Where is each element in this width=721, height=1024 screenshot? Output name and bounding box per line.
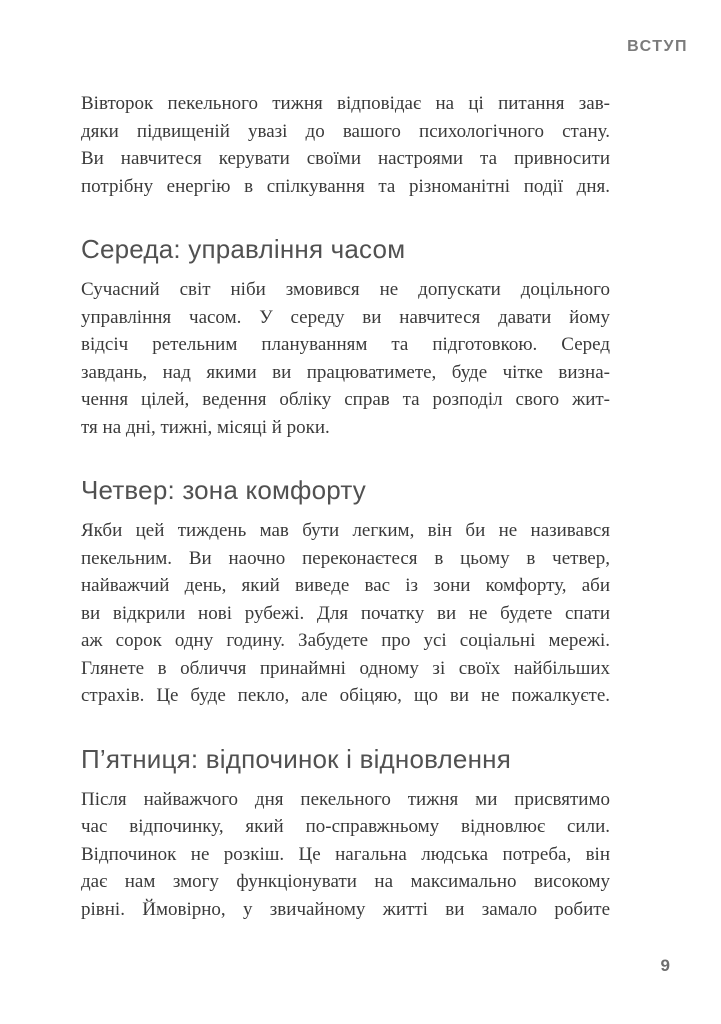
text-line: Відпочинок не розкіш. Це нагальна людська потреба, він [81, 843, 610, 865]
text-line: чення цілей, ведення обліку справ та розподіл свого жит- [81, 389, 610, 410]
text-line: аж сорок одну годину. Забудете про усі соціальні мережі. [81, 630, 610, 651]
paragraph [81, 786, 610, 924]
text-line: ви відкрили нові рубежі. Для початку ви не будете спати [81, 602, 610, 624]
section-heading: П’ятниця: відпочинок і відновлення [81, 743, 511, 774]
paragraph [81, 90, 610, 200]
text-line: рівні. Ймовірно, у звичайному житті ви замало робите [81, 898, 610, 920]
text-line: потрібну енергію в спілкування та різноманітні події дня. [81, 175, 610, 197]
text-line: найважчий день, який виведе вас із зони комфорту, аби [81, 575, 610, 596]
section-heading: Середа: управління часом [81, 234, 406, 264]
paragraph [81, 276, 610, 441]
section-heading: Четвер: зона комфорту [81, 475, 366, 505]
content-blocks [81, 90, 610, 923]
text-line: відсіч ретельним плануванням та підготовкою. Серед [81, 334, 610, 355]
text-line: дяки підвищеній увазі до вашого психологічного стану. [81, 120, 610, 142]
text-line: тя на дні, тижні, місяці й роки. [81, 416, 330, 438]
text-line: Після найважчого дня пекельного тижня ми присвятимо [81, 788, 610, 810]
text-line: час відпочинку, який по-справжньому відновлює сили. [81, 816, 610, 837]
text-line: Глянете в обличчя принаймні одному зі своїх найбільших [81, 657, 610, 679]
text-line: Ви навчитеся керувати своїми настроями та привносити [81, 148, 610, 169]
text-line: Вівторок пекельного тижня відповідає на ці питання зав- [81, 93, 610, 114]
text-line: завдань, над якими ви працюватимете, буде чітке визна- [81, 361, 610, 383]
text-line: страхів. Це буде пекло, але обіцяю, що ви не пожалкуєте. [81, 685, 610, 706]
text-line: управління часом. У середу ви навчитеся давати йому [81, 306, 610, 328]
running-head: ВСТУП [627, 38, 688, 55]
text-line: Сучасний світ ніби змовився не допускати доцільного [81, 279, 610, 300]
text-line: дає нам змогу функціонувати на максимально високому [81, 871, 610, 892]
text-line: Якби цей тиждень мав бути легким, він би не називався [81, 520, 610, 541]
text-line: пекельним. Ви наочно переконаєтеся в цьому в четвер, [81, 547, 610, 569]
paragraph [81, 517, 610, 710]
page-number: 9 [660, 956, 670, 975]
